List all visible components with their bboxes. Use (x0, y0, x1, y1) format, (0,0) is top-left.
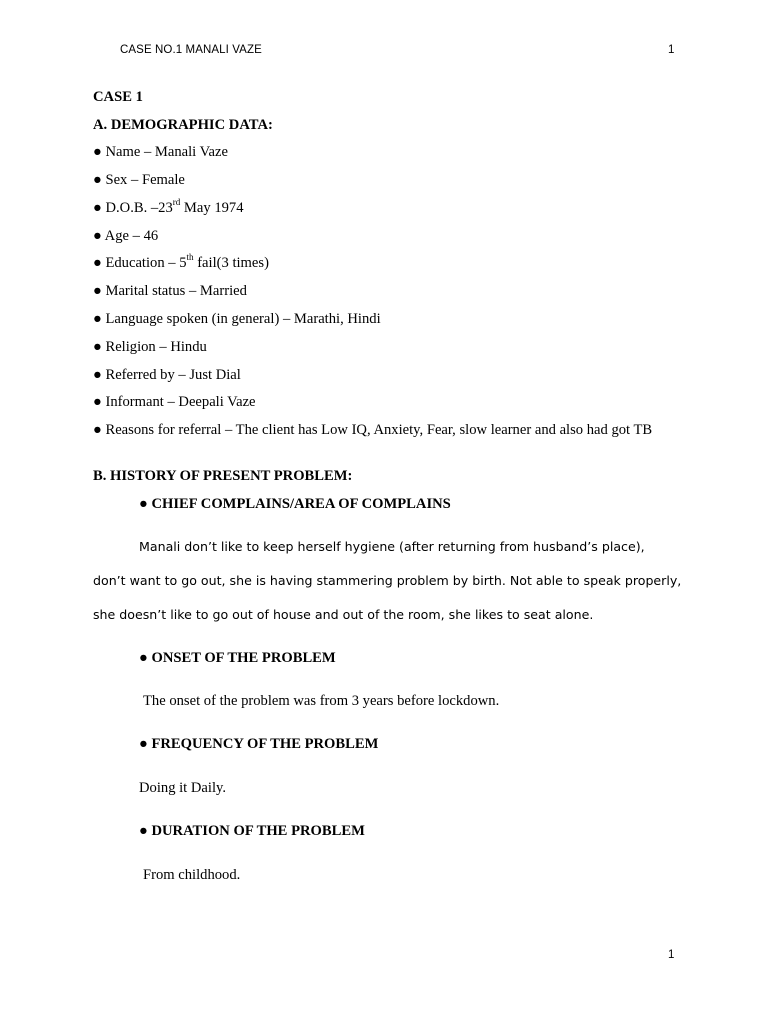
marital-item: ● Marital status – Married (93, 283, 247, 299)
reasons-item: ● Reasons for referral – The client has Low IQ, Anxiety, Fear, slow learner and also had got TB (93, 422, 653, 438)
name-item: ● Name – Manali Vaze (93, 144, 228, 160)
chief-text-line-1: Manali don’t like to keep herself hygiene (after returning from husband’s place), (139, 539, 645, 554)
history-heading: B. HISTORY OF PRESENT PROBLEM: (93, 468, 353, 484)
chief-heading: ● CHIEF COMPLAINS/AREA OF COMPLAINS (139, 496, 451, 512)
frequency-text: Doing it Daily. (139, 780, 227, 796)
demographic-heading: A. DEMOGRAPHIC DATA: (93, 117, 273, 133)
age-item: ● Age – 46 (93, 228, 159, 244)
informant-item: ● Informant – Deepali Vaze (93, 394, 256, 410)
dob-item: ● D.O.B. –23rd May 1974 (93, 197, 244, 216)
language-item: ● Language spoken (in general) – Marathi, Hindi (93, 311, 381, 327)
duration-text: From childhood. (143, 867, 241, 883)
sex-item: ● Sex – Female (93, 172, 185, 188)
duration-heading: ● DURATION OF THE PROBLEM (139, 823, 365, 839)
footer-page-number: 1 (668, 949, 675, 961)
onset-text: The onset of the problem was from 3 years before lockdown. (143, 693, 500, 709)
education-item: ● Education – 5th fail(3 times) (93, 252, 269, 271)
onset-heading: ● ONSET OF THE PROBLEM (139, 650, 336, 666)
header-title: CASE NO.1 MANALI VAZE (120, 44, 262, 56)
religion-item: ● Religion – Hindu (93, 339, 207, 355)
frequency-heading: ● FREQUENCY OF THE PROBLEM (139, 736, 379, 752)
chief-text-line-3: she doesn’t like to go out of house and out of the room, she likes to seat alone. (93, 607, 594, 622)
chief-text-line-2: don’t want to go out, she is having stammering problem by birth. Not able to speak properly, (93, 573, 682, 588)
case-title: CASE 1 (93, 89, 143, 105)
header-page-number: 1 (668, 44, 675, 56)
referred-item: ● Referred by – Just Dial (93, 367, 241, 383)
